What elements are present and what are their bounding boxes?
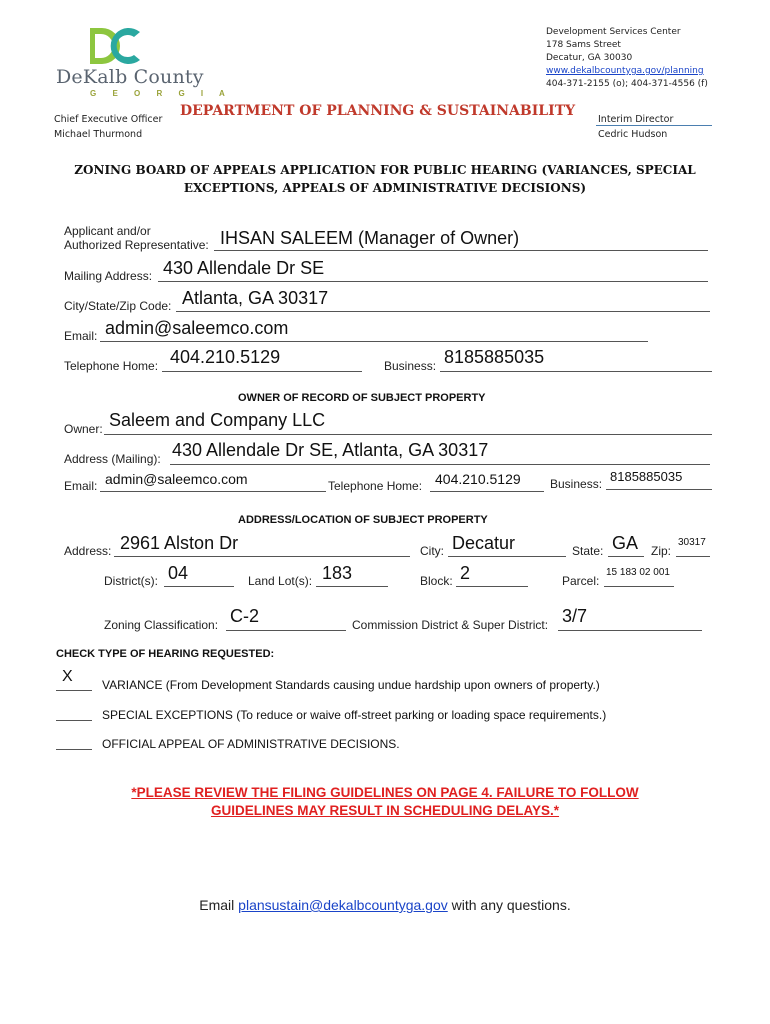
admin-appeal-option-label: OFFICIAL APPEAL OF ADMINISTRATIVE DECISIONS. [102, 737, 400, 751]
contact-email-prefix: Email [199, 897, 239, 913]
contact-phone: 404-371-2155 (o); 404-371-4556 (f) [546, 79, 708, 89]
zoning-label: Zoning Classification: [104, 618, 219, 632]
property-zip-line [676, 556, 710, 557]
property-state-line [608, 556, 644, 557]
owner-address-field[interactable]: 430 Allendale Dr SE, Atlanta, GA 30317 [172, 440, 489, 460]
property-zip-label: Zip: [651, 544, 672, 558]
variance-option-label: VARIANCE (From Development Standards causing undue hardship upon owners of property.) [102, 678, 600, 692]
applicant-name-field[interactable]: IHSAN SALEEM (Manager of Owner) [220, 228, 520, 248]
property-address-label: Address: [64, 544, 112, 558]
contact-line-1: Development Services Center [546, 27, 681, 37]
zoning-field[interactable]: C-2 [230, 606, 260, 626]
applicant-phone-label: Telephone Home: [64, 359, 159, 373]
district-line [164, 586, 234, 587]
applicant-phone-field[interactable]: 404.210.5129 [170, 347, 281, 367]
mailing-address-field[interactable]: 430 Allendale Dr SE [163, 258, 325, 278]
contact-email-link[interactable]: plansustain@dekalbcountyga.gov [238, 897, 448, 913]
district-field[interactable]: 04 [168, 563, 189, 583]
mailing-address-label: Mailing Address: [64, 269, 153, 283]
city-state-zip-label: City/State/Zip Code: [64, 299, 172, 313]
variance-checkbox-line [56, 690, 92, 691]
department-title: DEPARTMENT OF PLANNING & SUSTAINABILITY [180, 103, 576, 119]
contact-line-3: Decatur, GA 30030 [546, 53, 633, 63]
owner-phone-label: Telephone Home: [328, 479, 423, 493]
owner-line [104, 434, 712, 435]
applicant-label-line-2: Authorized Representative: [64, 238, 209, 252]
applicant-email-line [100, 341, 648, 342]
owner-section-heading: OWNER OF RECORD OF SUBJECT PROPERTY [238, 392, 486, 404]
applicant-email-label: Email: [64, 329, 98, 343]
property-section-heading: ADDRESS/LOCATION OF SUBJECT PROPERTY [238, 514, 488, 526]
admin-appeal-checkbox-line[interactable] [56, 749, 92, 750]
commission-district-label: Commission District & Super District: [352, 618, 549, 632]
applicant-email-field[interactable]: admin@saleemco.com [105, 318, 289, 338]
special-exceptions-checkbox-line[interactable] [56, 720, 92, 721]
planning-website-link[interactable]: www.dekalbcountyga.gov/planning [546, 66, 704, 76]
property-address-line [114, 556, 410, 557]
warning-line-1: *PLEASE REVIEW THE FILING GUIDELINES ON PAGE 4. FAILURE TO FOLLOW [131, 785, 639, 800]
owner-address-line [170, 464, 710, 465]
director-title: Interim Director [598, 114, 674, 125]
land-lot-field[interactable]: 183 [322, 563, 353, 583]
hearing-type-heading: CHECK TYPE OF HEARING REQUESTED: [56, 648, 275, 660]
property-city-field[interactable]: Decatur [452, 533, 516, 553]
dekalb-logo-monogram [86, 24, 146, 68]
applicant-business-line [440, 371, 712, 372]
ceo-name: Michael Thurmond [54, 129, 143, 140]
owner-email-field[interactable]: admin@saleemco.com [105, 471, 248, 487]
applicant-name-line [214, 250, 708, 251]
director-name: Cedric Hudson [598, 129, 668, 140]
parcel-label: Parcel: [562, 574, 600, 588]
land-lot-label: Land Lot(s): [248, 574, 313, 588]
owner-phone-line [430, 491, 544, 492]
city-state-zip-field[interactable]: Atlanta, GA 30317 [182, 288, 329, 308]
filing-guidelines-warning [60, 784, 710, 820]
special-exceptions-option-label: SPECIAL EXCEPTIONS (To reduce or waive off-street parking or loading space requirements.) [102, 708, 607, 722]
logo-state-name: G E O R G I A [90, 89, 232, 98]
block-label: Block: [420, 574, 453, 588]
form-title-line-2: EXCEPTIONS, APPEALS OF ADMINISTRATIVE DECISIONS) [183, 181, 587, 195]
land-lot-line [316, 586, 388, 587]
owner-address-label: Address (Mailing): [64, 452, 161, 466]
property-zip-field[interactable]: 30317 [678, 537, 706, 548]
form-title [40, 161, 730, 197]
city-state-zip-line [176, 311, 710, 312]
property-city-label: City: [420, 544, 444, 558]
property-state-label: State: [572, 544, 604, 558]
warning-line-2: GUIDELINES MAY RESULT IN SCHEDULING DELAYS.* [210, 803, 560, 818]
owner-business-label: Business: [550, 477, 603, 491]
property-city-line [448, 556, 566, 557]
applicant-business-field[interactable]: 8185885035 [444, 347, 545, 367]
block-field[interactable]: 2 [460, 563, 471, 583]
commission-district-field[interactable]: 3/7 [562, 606, 588, 626]
owner-email-line [100, 491, 326, 492]
contact-email-suffix: with any questions. [447, 897, 571, 913]
ceo-title: Chief Executive Officer [54, 114, 163, 125]
district-label: District(s): [104, 574, 158, 588]
logo-county-name: DeKalb County [56, 66, 204, 88]
contact-block [546, 26, 708, 91]
header-divider [596, 125, 712, 126]
zoning-line [226, 630, 346, 631]
owner-email-label: Email: [64, 479, 98, 493]
owner-business-field[interactable]: 8185885035 [610, 469, 683, 484]
owner-field[interactable]: Saleem and Company LLC [109, 410, 326, 430]
owner-label: Owner: [64, 422, 103, 436]
block-line [456, 586, 528, 587]
owner-business-line [606, 489, 712, 490]
parcel-field[interactable]: 15 183 02 001 [606, 567, 670, 578]
commission-district-line [558, 630, 702, 631]
applicant-business-label: Business: [384, 359, 437, 373]
contact-line-2: 178 Sams Street [546, 40, 621, 50]
property-state-field[interactable]: GA [612, 533, 639, 553]
variance-check-mark[interactable]: X [62, 668, 73, 685]
applicant-phone-line [162, 371, 362, 372]
contact-email-line [60, 897, 710, 913]
mailing-address-line [158, 281, 708, 282]
form-title-line-1: ZONING BOARD OF APPEALS APPLICATION FOR PUBLIC HEARING (VARIANCES, SPECIAL [74, 163, 696, 177]
owner-phone-field[interactable]: 404.210.5129 [435, 471, 521, 487]
parcel-line [604, 586, 674, 587]
property-address-field[interactable]: 2961 Alston Dr [120, 533, 239, 553]
applicant-label-line-1: Applicant and/or [64, 224, 151, 238]
